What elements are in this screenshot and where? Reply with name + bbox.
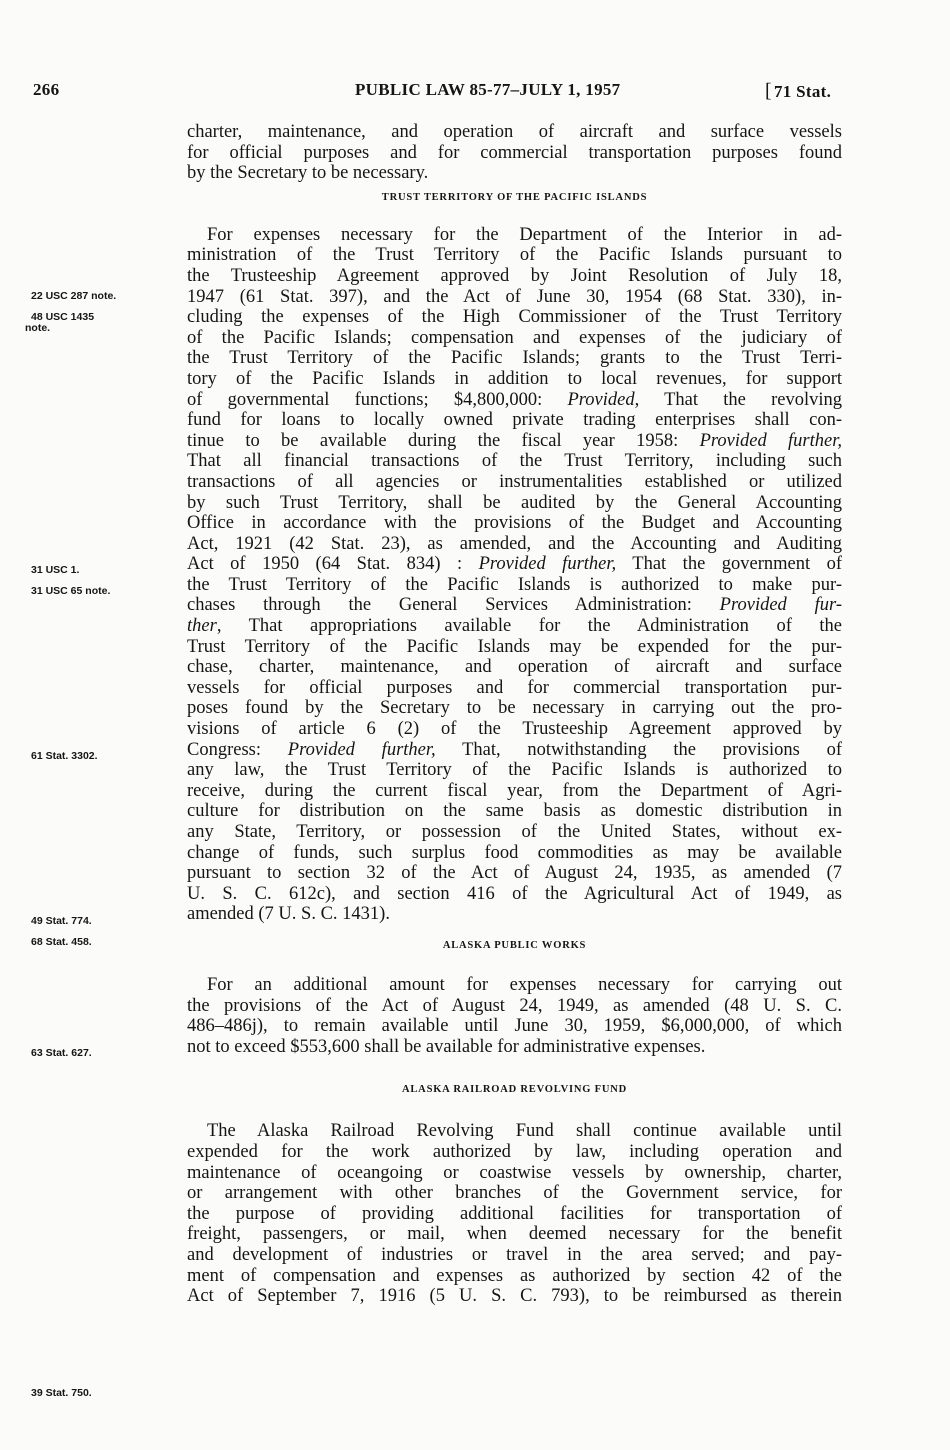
margin-note: 31 USC 65 note. bbox=[31, 585, 111, 597]
text-line: the Trusteeship Agreement approved by Joint Resolution of July 18, bbox=[187, 265, 842, 286]
trust-territory-paragraph bbox=[187, 225, 842, 925]
section-heading-alaska-public-works: ALASKA PUBLIC WORKS bbox=[442, 939, 587, 951]
text-line: Trust Territory of the Pacific Islands may be expended for the pur- bbox=[187, 636, 842, 657]
proviso-italic: Provided further, bbox=[699, 430, 842, 451]
proviso-italic: ther bbox=[187, 616, 217, 637]
text-fragment: Congress: bbox=[187, 739, 288, 760]
text-line: not to exceed $553,600 shall be available for administrative expenses. bbox=[187, 1036, 706, 1057]
bracket: [ bbox=[765, 80, 772, 102]
text-line: cluding the expenses of the High Commissioner of the Trust Territory bbox=[187, 307, 842, 328]
margin-note: 22 USC 287 note. bbox=[31, 290, 117, 302]
text-line: the Trust Territory of the Pacific Islands; grants to the Trust Terri- bbox=[187, 348, 842, 369]
proviso-italic: Provided further, bbox=[478, 554, 617, 575]
margin-note: 61 Stat. 3302. bbox=[31, 750, 98, 762]
text-line: ment of compensation and expenses as authorized by section 42 of the bbox=[187, 1265, 842, 1286]
text-fragment: , That the revolving bbox=[634, 389, 842, 410]
page-number: 266 bbox=[33, 80, 60, 99]
text-line: pursuant to section 32 of the Act of August 24, 1935, as amended (7 bbox=[187, 863, 842, 884]
margin-note: 31 USC 1. bbox=[31, 564, 80, 576]
text-line bbox=[187, 595, 842, 616]
margin-note: 48 USC 1435 bbox=[31, 311, 95, 323]
section-heading-trust-territory: TRUST TERRITORY OF THE PACIFIC ISLANDS bbox=[381, 191, 648, 203]
margin-note: 68 Stat. 458. bbox=[31, 936, 92, 948]
text-fragment: of governmental functions; $4,800,000: bbox=[187, 389, 568, 410]
text-line: the purpose of providing additional facilities for transportation of bbox=[187, 1203, 842, 1224]
text-line: tory of the Pacific Islands in addition to local revenues, for support bbox=[187, 368, 842, 389]
text-line: for official purposes and for commercial transportation purposes found bbox=[187, 142, 842, 163]
text-line: chase, charter, maintenance, and operation of aircraft and surface bbox=[187, 657, 842, 678]
intro-paragraph bbox=[187, 122, 842, 184]
proviso-italic: Provided further, bbox=[287, 739, 436, 760]
text-fragment: , That appropriations available for the Administration of the bbox=[216, 616, 842, 637]
text-line: U. S. C. 612c), and section 416 of the Agricultural Act of 1949, as bbox=[187, 883, 842, 904]
text-fragment: Act of 1950 (64 Stat. 834) : bbox=[187, 554, 479, 575]
text-line bbox=[187, 616, 842, 637]
text-line: For expenses necessary for the Department of the Interior in ad- bbox=[207, 224, 842, 245]
text-line: poses found by the Secretary to be necessary in carrying out the pro- bbox=[187, 698, 842, 719]
running-header bbox=[0, 80, 950, 106]
text-line: visions of article 6 (2) of the Trusteeship Agreement approved by bbox=[187, 719, 842, 740]
text-line: 1947 (61 Stat. 397), and the Act of June 30, 1954 (68 Stat. 330), in- bbox=[187, 286, 842, 307]
text-line bbox=[187, 740, 842, 761]
text-line: by the Secretary to be necessary. bbox=[187, 163, 429, 184]
text-line: amended (7 U. S. C. 1431). bbox=[187, 904, 390, 925]
text-line: receive, during the current fiscal year, from the Department of Agri- bbox=[187, 780, 842, 801]
proviso-italic: Provided fur- bbox=[719, 595, 842, 616]
text-line: freight, passengers, or mail, when deemed necessary for the benefit bbox=[187, 1224, 842, 1245]
text-line: Act of September 7, 1916 (5 U. S. C. 793), to be reimbursed as therein bbox=[187, 1286, 842, 1307]
text-line: Office in accordance with the provisions of the Budget and Accounting bbox=[187, 513, 842, 534]
margin-note: 49 Stat. 774. bbox=[31, 915, 92, 927]
text-line: fund for loans to locally owned private trading enterprises shall con- bbox=[187, 410, 842, 431]
text-line: The Alaska Railroad Revolving Fund shall continue available until bbox=[207, 1121, 842, 1142]
volume-citation bbox=[765, 80, 831, 103]
text-line: the provisions of the Act of August 24, 1949, as amended (48 U. S. C. bbox=[187, 995, 842, 1016]
text-line: Act, 1921 (42 Stat. 23), as amended, and the Accounting and Auditing bbox=[187, 533, 842, 554]
text-line: of the Pacific Islands; compensation and expenses of the judiciary of bbox=[187, 327, 842, 348]
text-line: any State, Territory, or possession of the United States, without ex- bbox=[187, 822, 842, 842]
text-line: the Trust Territory of the Pacific Islands is authorized to make pur- bbox=[187, 574, 842, 595]
text-line: 486–486j), to remain available until June 30, 1959, $6,000,000, of which bbox=[187, 1016, 842, 1037]
text-fragment: tinue to be available during the fiscal year 1958: bbox=[187, 430, 700, 451]
text-line: That all financial transactions of the Trust Territory, including such bbox=[187, 451, 842, 472]
text-fragment: That the government of bbox=[616, 554, 842, 575]
text-line: any law, the Trust Territory of the Pacific Islands is authorized to bbox=[187, 760, 842, 781]
volume-label: 71 Stat. bbox=[773, 82, 832, 101]
margin-note: 39 Stat. 750. bbox=[31, 1387, 92, 1399]
text-line: and development of industries or travel in the area served; and pay- bbox=[187, 1244, 842, 1265]
text-line: change of funds, such surplus food commodities as may be available bbox=[187, 842, 842, 863]
text-line: maintenance of oceangoing or coastwise vessels by ownership, charter, bbox=[187, 1162, 842, 1183]
text-line: by such Trust Territory, shall be audited by the General Accounting bbox=[187, 492, 842, 513]
text-line: ministration of the Trust Territory of the Pacific Islands pursuant to bbox=[187, 245, 842, 266]
margin-note: note. bbox=[25, 322, 51, 334]
text-line: culture for distribution on the same basis as domestic distribution in bbox=[187, 801, 842, 822]
text-line: or arrangement with other branches of the Government service, for bbox=[187, 1183, 842, 1204]
page-body bbox=[187, 122, 842, 1307]
text-line bbox=[187, 554, 842, 575]
margin-note: 63 Stat. 627. bbox=[31, 1047, 92, 1059]
text-line: vessels for official purposes and for commercial transportation pur- bbox=[187, 677, 842, 698]
text-line: For an additional amount for expenses necessary for carrying out bbox=[207, 974, 842, 995]
page-title: PUBLIC LAW 85-77–JULY 1, 1957 bbox=[355, 80, 621, 99]
text-line bbox=[187, 431, 842, 452]
alaska-public-works-paragraph bbox=[187, 975, 842, 1057]
text-line bbox=[187, 390, 842, 411]
proviso-italic: Provided bbox=[567, 389, 635, 410]
text-line: expended for the work authorized by law, including operation and bbox=[187, 1141, 842, 1162]
text-line: charter, maintenance, and operation of aircraft and surface vessels bbox=[187, 122, 842, 142]
alaska-railroad-paragraph bbox=[187, 1121, 842, 1306]
text-fragment: chases through the General Services Administration: bbox=[187, 595, 720, 616]
text-line: transactions of all agencies or instrumentalities established or utilized bbox=[187, 471, 842, 492]
section-heading-alaska-railroad: ALASKA RAILROAD REVOLVING FUND bbox=[402, 1084, 627, 1096]
text-fragment: That, notwithstanding the provisions of bbox=[435, 739, 842, 760]
